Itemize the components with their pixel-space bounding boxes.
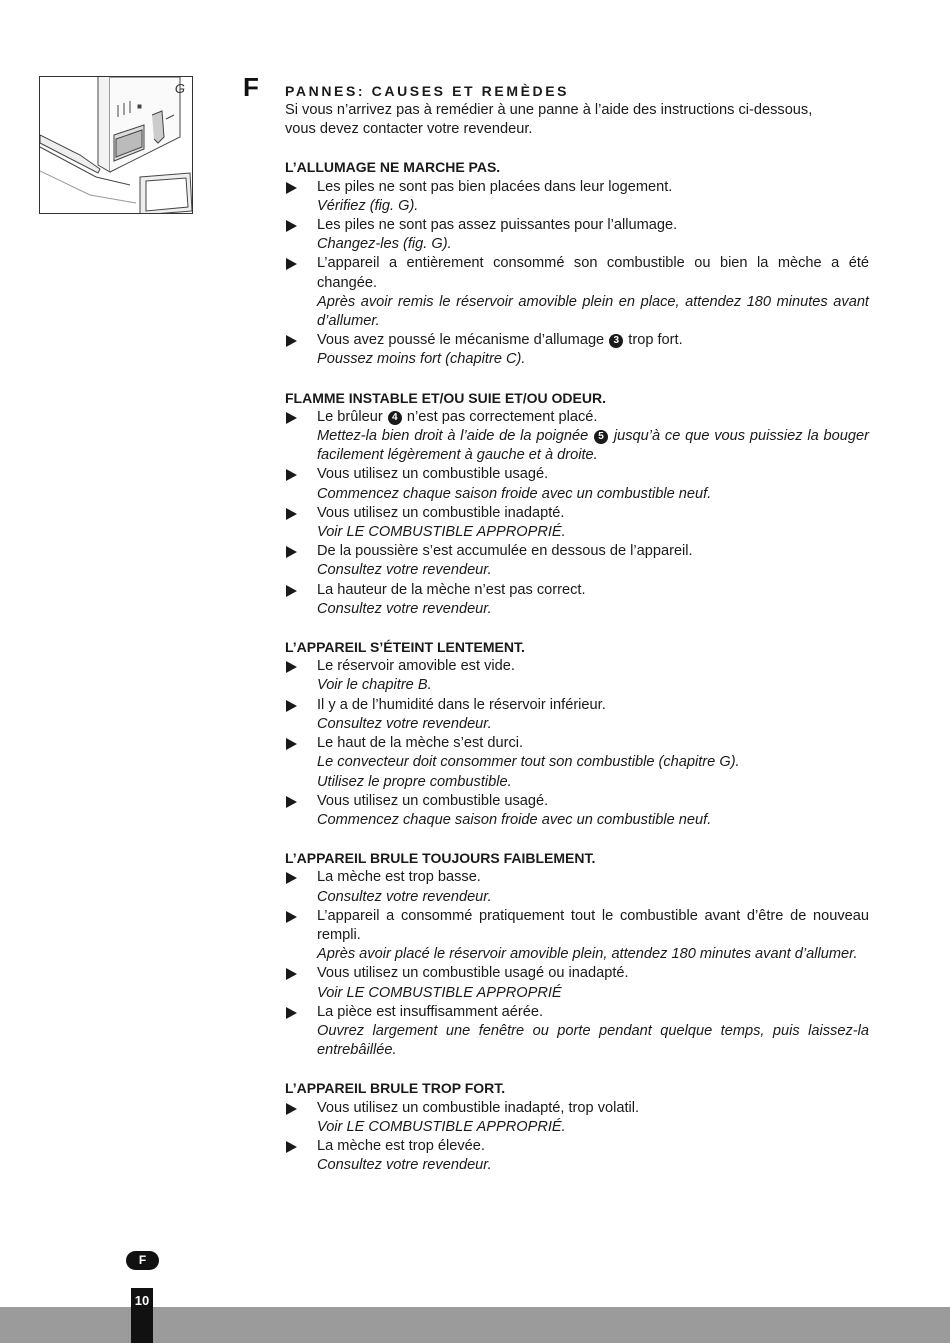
section-title: PANNES: CAUSES ET REMÈDES (285, 83, 570, 99)
problem-heading: L’ALLUMAGE NE MARCHE PAS. (285, 159, 501, 176)
figure-g (39, 76, 193, 214)
list-item (285, 581, 869, 619)
remedy-text: Poussez moins fort (chapitre C). (317, 351, 526, 368)
problem-heading: L’APPAREIL S’ÉTEINT LENTEMENT. (285, 639, 525, 656)
problem-text: Vous utilisez un combustible usagé ou inadapté. (317, 965, 629, 982)
list-item (285, 178, 869, 216)
problem-group (285, 849, 869, 1060)
remedy-text: Commencez chaque saison froide avec un combustible neuf. (317, 811, 712, 828)
callout-number-icon: 5 (594, 430, 608, 444)
problem-text: L’appareil a entièrement consommé son combustible ou bien la mèche a été changée. (317, 255, 869, 291)
remedy-text: Voir LE COMBUSTIBLE APPROPRIÉ. (317, 524, 566, 541)
chapter-letter: F (243, 72, 259, 102)
list-item (285, 331, 869, 369)
problem-text: Il y a de l’humidité dans le réservoir inférieur. (317, 696, 606, 713)
problem-text: Vous utilisez un combustible inadapté. (317, 504, 565, 521)
bullet-arrow-icon (286, 182, 297, 194)
problem-text: Les piles ne sont pas bien placées dans leur logement. (317, 178, 673, 195)
callout-number-icon: 4 (388, 411, 402, 425)
list-item (285, 542, 869, 580)
remedy-text: Consultez votre revendeur. (317, 888, 492, 905)
bullet-arrow-icon (286, 911, 297, 923)
problem-text: Le réservoir amovible est vide. (317, 658, 515, 675)
list-item (285, 734, 869, 792)
bullet-arrow-icon (286, 220, 297, 232)
remedy-text-second: Utilisez le propre combustible. (317, 773, 512, 790)
remedy-text (317, 427, 869, 465)
bullet-arrow-icon (286, 258, 297, 270)
problem-text (317, 408, 869, 427)
problem-text: Vous utilisez un combustible inadapté, trop volatil. (317, 1099, 640, 1116)
list-item (285, 1003, 869, 1061)
remedy-text: Consultez votre revendeur. (317, 1157, 492, 1174)
list-item (285, 254, 869, 331)
troubleshooting-content (285, 82, 869, 1175)
intro-line: vous devez contacter votre revendeur. (285, 121, 533, 138)
bullet-arrow-icon (286, 796, 297, 808)
problem-text-start: Vous avez poussé le mécanisme d’allumage (317, 332, 605, 349)
bullet-arrow-icon (286, 872, 297, 884)
remedy-text: Le convecteur doit consommer tout son combustible (chapitre G). (317, 754, 740, 771)
problem-text: De la poussière s’est accumulée en dessous de l’appareil. (317, 543, 693, 560)
bullet-arrow-icon (286, 585, 297, 597)
bullet-arrow-icon (286, 738, 297, 750)
callout-number-icon: 3 (609, 334, 623, 348)
problem-group (285, 158, 869, 369)
remedy-text: Après avoir remis le réservoir amovible plein en place, attendez 180 minutes avant d’allumer. (317, 293, 869, 330)
remedy-text: Changez-les (fig. G). (317, 236, 452, 253)
problem-group (285, 1079, 869, 1175)
bullet-arrow-icon (286, 508, 297, 520)
bullet-arrow-icon (286, 700, 297, 712)
remedy-text-start: Mettez-la bien droit à l’aide de la poignée (317, 428, 589, 445)
remedy-text: Consultez votre revendeur. (317, 715, 492, 732)
problem-text: Le haut de la mèche s’est durci. (317, 735, 524, 752)
bullet-arrow-icon (286, 335, 297, 347)
list-item (285, 696, 869, 734)
problem-text: La hauteur de la mèche n’est pas correct. (317, 581, 586, 598)
remedy-text: Voir LE COMBUSTIBLE APPROPRIÉ (317, 984, 562, 1001)
intro-line: Si vous n’arrivez pas à remédier à une panne à l’aide des instructions ci-dessous, (285, 102, 813, 118)
remedy-text: Voir LE COMBUSTIBLE APPROPRIÉ. (317, 1118, 566, 1135)
remedy-text: Consultez votre revendeur. (317, 600, 492, 617)
problem-text (317, 331, 869, 350)
list-item (285, 964, 869, 1002)
remedy-text: Commencez chaque saison froide avec un combustible neuf. (317, 485, 712, 502)
heater-illustration (40, 77, 193, 214)
problem-group (285, 638, 869, 830)
problem-text: Vous utilisez un combustible usagé. (317, 792, 549, 809)
remedy-text: Voir le chapitre B. (317, 677, 432, 694)
bullet-arrow-icon (286, 469, 297, 481)
remedy-text: Vérifiez (fig. G). (317, 197, 419, 214)
list-item (285, 657, 869, 695)
problem-text-end: n’est pas correctement placé. (406, 408, 598, 425)
problem-group (285, 389, 869, 619)
bullet-arrow-icon (286, 661, 297, 673)
language-badge: F (126, 1251, 159, 1270)
remedy-text: Ouvrez largement une fenêtre ou porte pendant quelque temps, puis laissez-la entrebâillée. (317, 1022, 869, 1059)
problem-heading: FLAMME INSTABLE ET/OU SUIE ET/OU ODEUR. (285, 389, 606, 406)
problem-heading: L’APPAREIL BRULE TROP FORT. (285, 1080, 506, 1097)
problem-text-start: Le brûleur (317, 408, 383, 425)
list-item (285, 408, 869, 466)
remedy-text: Consultez votre revendeur. (317, 562, 492, 579)
problem-text: La mèche est trop basse. (317, 869, 481, 886)
bullet-arrow-icon (286, 1103, 297, 1115)
list-item (285, 1137, 869, 1175)
intro-paragraph (285, 101, 869, 139)
page-number: 10 (131, 1288, 153, 1343)
bullet-arrow-icon (286, 1141, 297, 1153)
bullet-arrow-icon (286, 968, 297, 980)
list-item (285, 907, 869, 965)
problem-text: La mèche est trop élevée. (317, 1137, 485, 1154)
problem-text-end: trop fort. (628, 332, 683, 349)
bullet-arrow-icon (286, 546, 297, 558)
problem-text: La pièce est insuffisamment aérée. (317, 1003, 544, 1020)
list-item (285, 868, 869, 906)
bullet-arrow-icon (286, 412, 297, 424)
list-item (285, 216, 869, 254)
list-item (285, 465, 869, 503)
problem-text: Les piles ne sont pas assez puissantes pour l’allumage. (317, 217, 678, 234)
problem-text: L’appareil a consommé pratiquement tout le combustible avant d’être de nouveau rempli. (317, 907, 869, 943)
list-item (285, 504, 869, 542)
bullet-arrow-icon (286, 1007, 297, 1019)
problem-text: Vous utilisez un combustible usagé. (317, 466, 549, 483)
problem-heading: L’APPAREIL BRULE TOUJOURS FAIBLEMENT. (285, 850, 596, 867)
list-item (285, 792, 869, 830)
remedy-text: Après avoir placé le réservoir amovible plein, attendez 180 minutes avant d’allumer. (317, 946, 858, 963)
remedy-text-end: jusqu’à ce que vous puissiez la bouger facilement légèrement à gauche et à droite. (317, 428, 869, 464)
figure-label: G (174, 81, 185, 96)
list-item (285, 1099, 869, 1137)
